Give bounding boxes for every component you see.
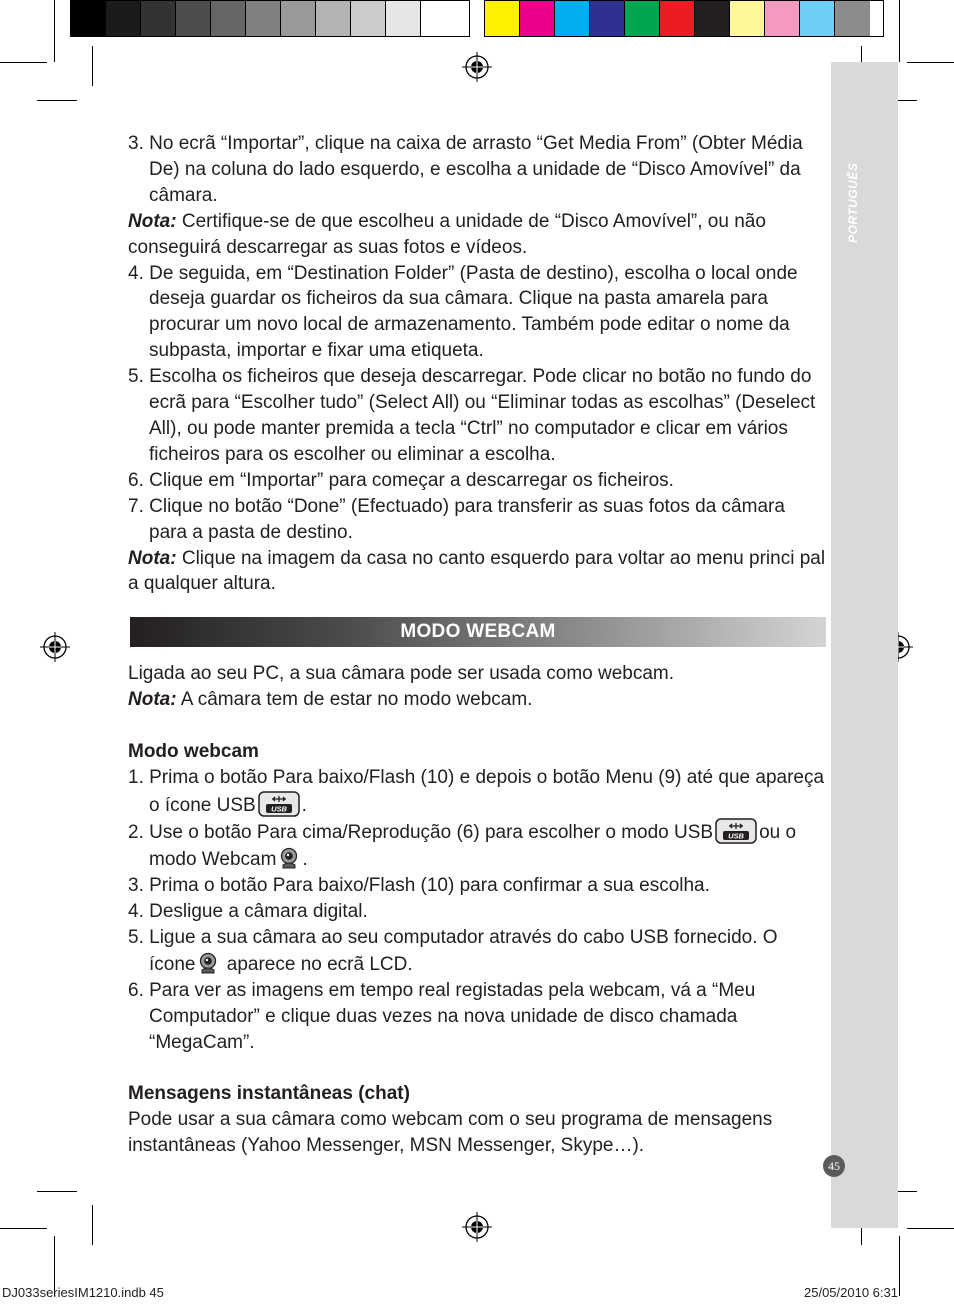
calibration-swatch [800, 1, 835, 36]
calibration-swatch [730, 1, 765, 36]
webcam-step-6: 6. Para ver as imagens em tempo real registadas pela webcam, vá a “Meu Computador” e clique duas vezes na nova unidade de disco chamada “MegaCam”. [128, 979, 756, 1053]
calibration-swatch [555, 1, 590, 36]
calibration-swatch [106, 1, 141, 36]
crop-mark [899, 1236, 900, 1296]
step-text: ou o modo Webcam [149, 822, 797, 871]
language-tab-label: PORTUGUÊS [846, 162, 860, 243]
step-text: . [302, 849, 308, 871]
section-banner-webcam: MODO WEBCAM [130, 617, 826, 647]
crop-mark [92, 46, 93, 86]
heading-webcam-mode: Modo webcam [128, 740, 259, 762]
calibration-swatch [520, 1, 555, 36]
calibration-swatch [625, 1, 660, 36]
webcam-step-5 [128, 925, 826, 978]
step-text: 1. Prima o botão Para baixo/Flash (10) e depois o botão Menu (9) até que apareça o ícone USB [128, 766, 825, 816]
webcam-step-3: 3. Prima o botão Para baixo/Flash (10) para confirmar a sua escolha. [128, 875, 710, 897]
instructions-section-import [128, 131, 826, 597]
chat-text: Pode usar a sua câmara como webcam com o seu programa de mensagens instantâneas (Yahoo Messenger, MSN Messenger, Skype…). [128, 1109, 773, 1157]
note-text: A câmara tem de estar no modo webcam. [176, 688, 533, 710]
crop-mark [0, 62, 47, 63]
footer-file-info: DJ033seriesIM1210.indb 45 [2, 1285, 164, 1300]
language-side-tab [831, 62, 898, 1228]
registration-mark-top [462, 52, 492, 82]
step-4: 4. De seguida, em “Destination Folder” (Pasta de destino), escolha o local onde deseja guardar os ficheiros da sua câmara. Clique na pasta amarela para procurar um novo local de armazenamento. Também pode editar o nome da subpasta, importar e fixar uma etiqueta. [128, 262, 798, 362]
svg-text:USB: USB [728, 831, 745, 841]
color-calibration-bar [484, 0, 884, 37]
crop-mark [37, 100, 77, 101]
webcam-intro: Ligada ao seu PC, a sua câmara pode ser usada como webcam. [128, 663, 675, 684]
crop-mark [907, 62, 954, 63]
note-label: Nota: [128, 210, 177, 232]
calibration-swatch [281, 1, 316, 36]
footer-date: 25/05/2010 6:31 [804, 1285, 898, 1300]
webcam-step-4: 4. Desligue a câmara digital. [128, 901, 368, 923]
crop-mark [54, 0, 55, 62]
heading-instant-messaging: Mensagens instantâneas (chat) [128, 1083, 410, 1105]
note-2 [128, 546, 826, 598]
grayscale-calibration-bar [70, 0, 470, 37]
calibration-swatch [211, 1, 246, 36]
step-text: . [301, 794, 307, 816]
note-label: Nota: [128, 547, 177, 569]
note-text: Certifique-se de que escolheu a unidade de “Disco Amovível”, ou não conseguirá descarregar as suas fotos e vídeos. [128, 210, 766, 258]
note-text: Clique na imagem da casa no canto esquerdo para voltar ao menu princi pal a qualquer altura. [128, 547, 826, 595]
webcam-note [128, 687, 826, 713]
note-1 [128, 209, 826, 261]
calibration-swatch [695, 1, 730, 36]
usb-mode-icon [715, 818, 757, 844]
calibration-swatch [316, 1, 351, 36]
page-number: 45 [823, 1155, 845, 1177]
calibration-swatch [485, 1, 520, 36]
step-6: 6. Clique em “Importar” para começar a descarregar os ficheiros. [128, 469, 674, 491]
step-text: aparece no ecrã LCD. [221, 953, 413, 975]
crop-mark [0, 1228, 47, 1229]
crop-mark [899, 0, 900, 62]
registration-mark-left [40, 632, 70, 662]
step-text: 5. Ligue a sua câmara ao seu computador através do cabo USB fornecido. O ícone [128, 927, 778, 975]
calibration-swatch [660, 1, 695, 36]
svg-text:USB: USB [270, 804, 287, 814]
calibration-swatch [835, 1, 870, 36]
calibration-swatch [71, 1, 106, 36]
webcam-mode-icon [196, 951, 220, 975]
registration-mark-bottom [462, 1212, 492, 1242]
calibration-swatch [246, 1, 281, 36]
step-7: 7. Clique no botão “Done” (Efectuado) para transferir as suas fotos da câmara para a pasta de destino. [128, 495, 785, 543]
calibration-swatch [351, 1, 386, 36]
crop-mark [907, 1228, 954, 1229]
calibration-swatch [176, 1, 211, 36]
note-label: Nota: [128, 688, 177, 710]
usb-mode-icon [258, 791, 300, 817]
step-5: 5. Escolha os ficheiros que deseja descarregar. Pode clicar no botão no fundo do ecrã para “Escolher tudo” (Select All) ou “Eliminar todas as escolhas” (Deselect All), ou pode manter premida a tecla “Ctrl” no computador e clicar em vários ficheiros para os escolher ou eliminar a escolha. [128, 366, 816, 465]
webcam-step-1 [128, 765, 826, 819]
calibration-swatch [590, 1, 625, 36]
calibration-swatch [141, 1, 176, 36]
instructions-section-webcam [128, 661, 826, 1159]
crop-mark [92, 1205, 93, 1245]
calibration-swatch [386, 1, 421, 36]
step-3: 3. No ecrã “Importar”, clique na caixa de arrasto “Get Media From” (Obter Média De) na coluna do lado esquerdo, e escolha a unidade de “Disco Amovível” da câmara. [128, 133, 803, 206]
crop-mark [37, 1191, 77, 1192]
step-text: 2. Use o botão Para cima/Reprodução (6) para escolher o modo USB [128, 822, 714, 844]
webcam-step-2 [128, 818, 826, 873]
webcam-mode-icon [277, 846, 301, 870]
calibration-swatch [765, 1, 800, 36]
calibration-swatch [421, 1, 456, 36]
